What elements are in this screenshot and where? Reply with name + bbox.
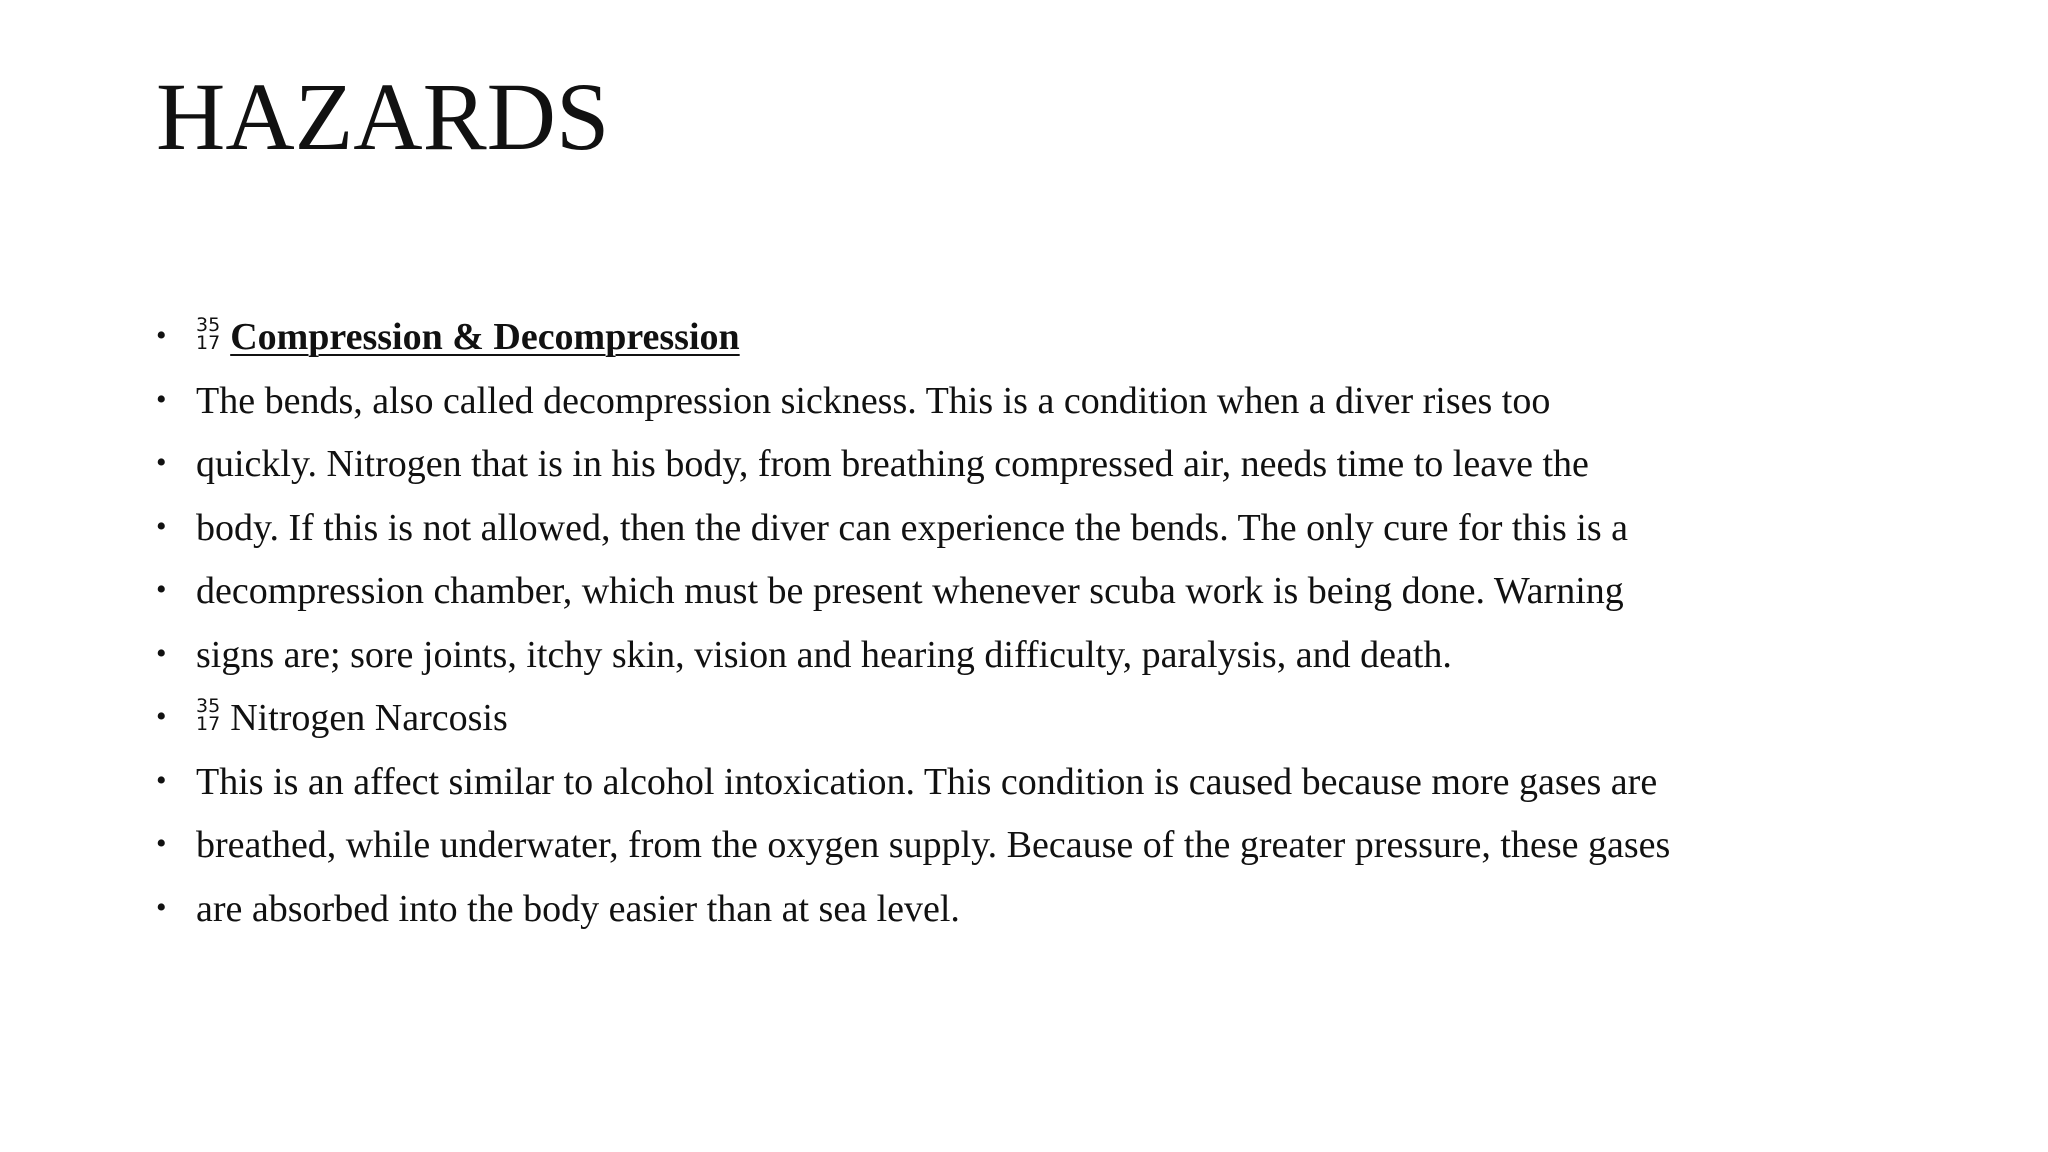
bullet-dot: • <box>156 636 167 670</box>
bullet-dot: • <box>156 763 167 797</box>
bullet-item <box>156 497 1956 561</box>
nuclide-symbol <box>196 695 221 736</box>
bullet-dot: • <box>156 382 167 416</box>
bullet-item <box>156 751 1956 815</box>
bullet-item <box>156 560 1956 624</box>
bullet-text: are absorbed into the body easier than at sea level. <box>196 887 960 930</box>
bullet-text: body. If this is not allowed, then the diver can experience the bends. The only cure for this is a <box>196 506 1628 549</box>
nuclide-mass-number: 35 <box>196 314 221 337</box>
nuclide-atomic-number: 17 <box>196 332 221 355</box>
bullet-dot: • <box>156 890 167 924</box>
bullet-dot: • <box>156 319 167 352</box>
section-heading: Nitrogen Narcosis <box>230 697 508 739</box>
nuclide-atomic-number: 17 <box>196 713 221 736</box>
bullet-item <box>156 433 1956 497</box>
bullet-text: The bends, also called decompression sickness. This is a condition when a diver rises too <box>196 379 1551 422</box>
bullet-item <box>156 370 1956 434</box>
bullet-text: decompression chamber, which must be present whenever scuba work is being done. Warning <box>196 570 1624 612</box>
nuclide-symbol <box>196 314 221 355</box>
bullet-list <box>156 306 1956 941</box>
bullet-dot: • <box>156 573 167 606</box>
bullet-dot: • <box>156 509 167 543</box>
bullet-text: signs are; sore joints, itchy skin, vision and hearing difficulty, paralysis, and death. <box>196 633 1452 676</box>
bullet-dot: • <box>156 827 167 860</box>
bullet-item <box>156 878 1956 942</box>
bullet-item-heading-compression <box>156 306 1956 370</box>
bullet-text: quickly. Nitrogen that is in his body, from breathing compressed air, needs time to leave the <box>196 443 1589 485</box>
bullet-item <box>156 814 1956 878</box>
section-heading: Compression & Decompression <box>230 316 740 358</box>
slide-title: HAZARDS <box>156 63 610 170</box>
bullet-item-heading-narcosis <box>156 687 1956 751</box>
bullet-dot: • <box>156 700 167 733</box>
bullet-item <box>156 624 1956 688</box>
bullet-dot: • <box>156 446 167 479</box>
bullet-text: This is an affect similar to alcohol intoxication. This condition is caused because more gases are <box>196 760 1658 803</box>
bullet-text: breathed, while underwater, from the oxygen supply. Because of the greater pressure, these gases <box>196 824 1671 866</box>
nuclide-mass-number: 35 <box>196 695 221 718</box>
